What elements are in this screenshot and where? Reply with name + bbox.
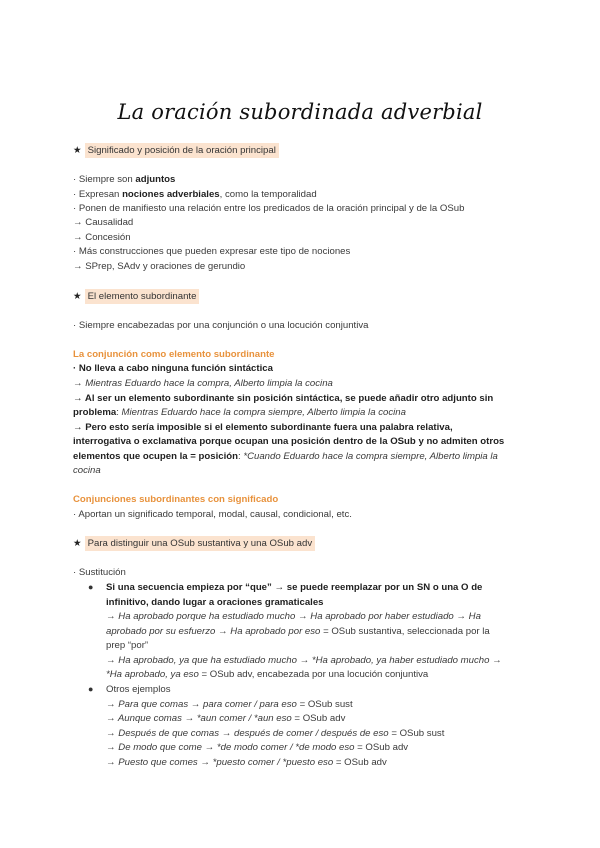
text-line: problema: Mientras Eduardo hace la compra siempre, Alberto limpia la cocina: [73, 407, 406, 418]
text-line: aprobado por su esfuerzo → Ha aprobado por eso = OSub sustantiva, seleccionada por la: [106, 626, 490, 637]
subheading-conjuncion: La conjunción como elemento subordinante: [73, 349, 275, 360]
text-line: · No lleva a cabo ninguna función sintáctica: [73, 363, 273, 374]
text-line: → Ha aprobado porque ha estudiado mucho → Ha aprobado por haber estudiado → Ha: [106, 611, 481, 622]
text-line: → Concesión: [73, 232, 131, 243]
text-line: · Más construcciones que pueden expresar este tipo de nociones: [73, 246, 351, 257]
text-line: · Siempre encabezadas por una conjunción o una locución conjuntiva: [73, 320, 369, 331]
page-title: La oración subordinada adverbial: [117, 100, 483, 124]
text-line: · Aportan un significado temporal, modal, causal, condicional, etc.: [73, 509, 352, 520]
text-line: · Ponen de manifiesto una relación entre los predicados de la oración principal y de la OSub: [73, 203, 465, 214]
star-icon: ★: [73, 538, 82, 549]
section-heading-elemento: ★ El elemento subordinante: [73, 290, 199, 303]
text-line: · Siempre son adjuntos: [73, 174, 176, 185]
subheading-conjunciones: Conjunciones subordinantes con significado: [73, 494, 279, 505]
section-heading-significado: ★ Significado y posición de la oración principal: [73, 144, 279, 157]
text-line: cocina: [73, 465, 101, 476]
text-line: *Ha aprobado, ya eso = OSub adv, encabezada por una locución conjuntiva: [106, 669, 429, 680]
text-line: → SPrep, SAdv y oraciones de gerundio: [73, 261, 246, 272]
text-line: → Ha aprobado, ya que ha estudiado mucho → *Ha aprobado, ya haber estudiado mucho →: [106, 655, 502, 666]
text-line: → Causalidad: [73, 217, 134, 228]
text-line: → Después de que comas → después de comer / después de eso = OSub sust: [106, 728, 445, 739]
text-line: → Puesto que comes → *puesto comer / *puesto eso = OSub adv: [106, 757, 387, 768]
text-line: → Al ser un elemento subordinante sin posición sintáctica, se puede añadir otro adjunto sin: [73, 393, 494, 404]
text-line: interrogativa o exclamativa porque ocupan una posición dentro de la OSub y no admiten otros: [73, 436, 505, 447]
text-line: → De modo que come → *de modo comer / *de modo eso = OSub adv: [106, 742, 409, 753]
text-line: infinitivo, dando lugar a oraciones gramaticales: [106, 597, 324, 608]
text-line: Si una secuencia empieza por “que” → se puede reemplazar por un SN o una O de: [106, 582, 483, 593]
star-icon: ★: [73, 145, 82, 156]
section-heading-distinguir: ★ Para distinguir una OSub sustantiva y una OSub adv: [73, 537, 315, 550]
bullet-icon: ●: [88, 582, 94, 592]
text-line: prep “por”: [106, 640, 149, 651]
text-line: · Expresan nociones adverbiales, como la temporalidad: [73, 189, 317, 200]
text-line: elementos que ocupen la = posición: *Cuando Eduardo hace la compra siempre, Alberto limpia la: [73, 451, 498, 462]
text-line: → Pero esto sería imposible si el elemento subordinante fuera una palabra relativa,: [73, 422, 453, 433]
star-icon: ★: [73, 291, 82, 302]
text-line: Otros ejemplos: [106, 684, 171, 695]
text-line: · Sustitución: [73, 567, 126, 578]
text-line: → Mientras Eduardo hace la compra, Alberto limpia la cocina: [73, 378, 333, 389]
bullet-icon: ●: [88, 684, 94, 694]
text-line: → Aunque comas → *aun comer / *aun eso = OSub adv: [106, 713, 346, 724]
text-line: → Para que comas → para comer / para eso = OSub sust: [106, 699, 353, 710]
